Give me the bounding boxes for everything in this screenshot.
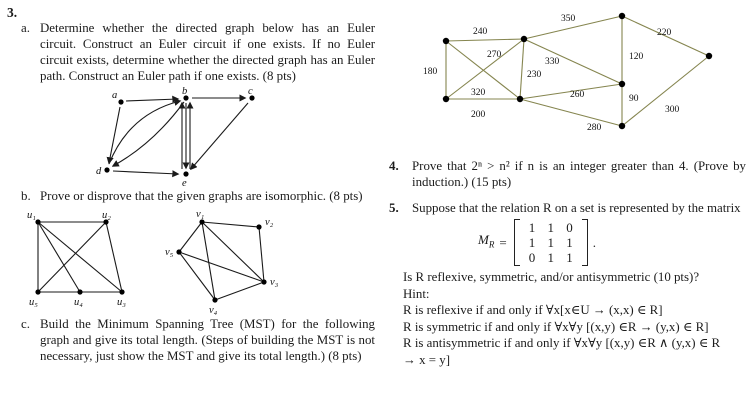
- graph-edge: [38, 222, 106, 292]
- graph-vertex: [443, 96, 449, 102]
- graph-vertex: [35, 219, 40, 224]
- item-4-text: Prove that 2ⁿ > n² if n is an integer greater than 4. (Prove by induction.) (15 pts): [412, 159, 746, 189]
- graph-vertex: [619, 123, 625, 129]
- graph-edge: [106, 222, 122, 292]
- edge-weight-label: 320: [471, 88, 486, 98]
- graph-edge: [179, 222, 202, 252]
- graph-vertex: [521, 36, 527, 42]
- problem-number: 3.: [7, 5, 18, 20]
- graph-edge: [520, 99, 622, 126]
- edge-weight-label: 180: [423, 67, 438, 77]
- graph-vertex: [619, 13, 625, 19]
- vertex-label: v₂: [265, 217, 274, 228]
- graph-edge: [622, 56, 709, 126]
- edge-weight-label: 200: [471, 110, 486, 120]
- euler-directed-graph: [93, 86, 278, 188]
- item-b-text: Prove or disprove that the given graphs are isomorphic. (8 pts): [40, 189, 363, 203]
- matrix-subscript: R: [488, 239, 495, 250]
- graph-edge: [520, 39, 524, 99]
- edge-weight-label: 300: [665, 105, 680, 115]
- graph-vertex: [256, 224, 261, 229]
- graph-vertex: [199, 219, 204, 224]
- item-b-label: b.: [21, 189, 31, 203]
- matrix-row: 1 1 1: [528, 235, 573, 250]
- item-a-text: Determine whether the directed graph below has an Euler circuit. Construct an Euler circuit if one exists. If no Euler circuit exists, determine whether the directed graph has an Euler path. Construct an Euler path if one exists. (8 pts): [40, 21, 375, 83]
- graph-edge: [446, 39, 524, 41]
- hint-antisymmetric: R is antisymmetric if and only if ∀x∀y [(x,y) ∈R ∧ (y,x) ∈ R: [403, 336, 721, 350]
- graph-vertex: [183, 171, 188, 176]
- graph-edge: [202, 222, 264, 282]
- vertex-label: v₃: [270, 277, 279, 288]
- matrix-row: 1 1 0: [528, 220, 573, 235]
- item-5-content: [412, 200, 741, 269]
- vertex-label: u₂: [102, 210, 111, 221]
- matrix-row: 0 1 1: [528, 250, 573, 265]
- item-b: [21, 188, 375, 204]
- graph-vertex: [517, 96, 523, 102]
- item-5-label: 5.: [389, 201, 399, 215]
- edge-weight-label: 90: [629, 94, 639, 104]
- matrix-rows: [520, 219, 582, 266]
- vertex-label: v₁: [196, 209, 205, 220]
- item-4: [389, 158, 746, 190]
- edge-weight-label: 280: [587, 123, 602, 133]
- graph-vertex: [118, 99, 123, 104]
- vertex-label: b: [182, 86, 188, 97]
- vertex-label: u₃: [117, 297, 126, 308]
- hint-label: Hint:: [403, 286, 430, 301]
- matrix-name: M: [478, 232, 489, 248]
- graph-edge: [113, 171, 178, 174]
- graph-vertex: [443, 38, 449, 44]
- matrix-period: .: [592, 234, 596, 250]
- item-c-label: c.: [21, 317, 30, 331]
- graph-edge: [259, 227, 264, 282]
- graph-vertex: [119, 289, 124, 294]
- graph-edge: [215, 282, 264, 300]
- vertex-label: e: [182, 178, 187, 188]
- hint-symmetric: R is symmetric if and only if ∀x∀y [(x,y) ∈R → (y,x) ∈ R]: [403, 319, 709, 334]
- hint-antisymmetric-wrap: → x = y]: [403, 352, 451, 367]
- graph-vertex: [706, 53, 712, 59]
- item-c-text: Build the Minimum Spanning Tree (MST) for the following graph and give its total length. (Steps of building the MST is not necessary, just show the MST and give its total length.) (8 pts): [40, 317, 375, 363]
- graph-edge: [113, 102, 184, 166]
- right-column: [385, 0, 750, 416]
- edge-weight-label: 330: [545, 57, 560, 67]
- item-5: [389, 200, 746, 269]
- vertex-label: a: [112, 90, 118, 101]
- edge-weight-label: 350: [561, 14, 576, 24]
- graph-edge: [38, 222, 122, 292]
- matrix-symbol: [478, 232, 494, 253]
- item-c: [21, 316, 375, 364]
- matrix-right-bracket: [582, 219, 588, 266]
- edge-weight-label: 230: [527, 70, 542, 80]
- vertex-label: c: [248, 86, 253, 97]
- item-a: [21, 20, 375, 84]
- graph-vertex: [619, 81, 625, 87]
- graph-vertex: [104, 167, 109, 172]
- item-a-label: a.: [21, 21, 30, 35]
- vertex-label: u₁: [27, 210, 36, 221]
- item-5-intro: Suppose that the relation R on a set is represented by the matrix: [412, 201, 741, 215]
- edge-weight-label: 260: [570, 90, 585, 100]
- edge-weight-label: 240: [473, 27, 488, 37]
- matrix-equation: [478, 219, 741, 266]
- graph-edge: [109, 107, 120, 163]
- vertex-label: v₄: [209, 305, 218, 316]
- mst-weighted-graph: [395, 4, 735, 144]
- graph-vertex: [212, 297, 217, 302]
- item-4-label: 4.: [389, 159, 399, 173]
- graph-vertex: [261, 279, 266, 284]
- edge-weight-label: 270: [487, 50, 502, 60]
- graph-edge: [126, 99, 178, 101]
- graph-edge: [179, 252, 215, 300]
- isomorphic-graphs: [17, 206, 332, 316]
- graph-vertex: [77, 289, 82, 294]
- edge-weight-label: 220: [657, 28, 672, 38]
- graph-edge: [202, 222, 259, 227]
- vertex-label: u₅: [29, 297, 38, 308]
- graph-edge: [191, 103, 248, 169]
- item-5-question: Is R reflexive, symmetric, and/or antisymmetric (10 pts)?: [403, 270, 700, 284]
- vertex-label: u₄: [74, 297, 83, 308]
- matrix-equals: =: [499, 234, 507, 250]
- graph-vertex: [35, 289, 40, 294]
- graph-edge: [38, 222, 80, 292]
- edge-weight-label: 120: [629, 52, 644, 62]
- vertex-label: v₅: [165, 247, 174, 258]
- graph-vertex: [176, 249, 181, 254]
- graph-edge: [179, 252, 264, 282]
- hint-reflexive: R is reflexive if and only if ∀x[x∈U → (x,x) ∈ R]: [403, 303, 663, 317]
- vertex-label: d: [96, 166, 102, 177]
